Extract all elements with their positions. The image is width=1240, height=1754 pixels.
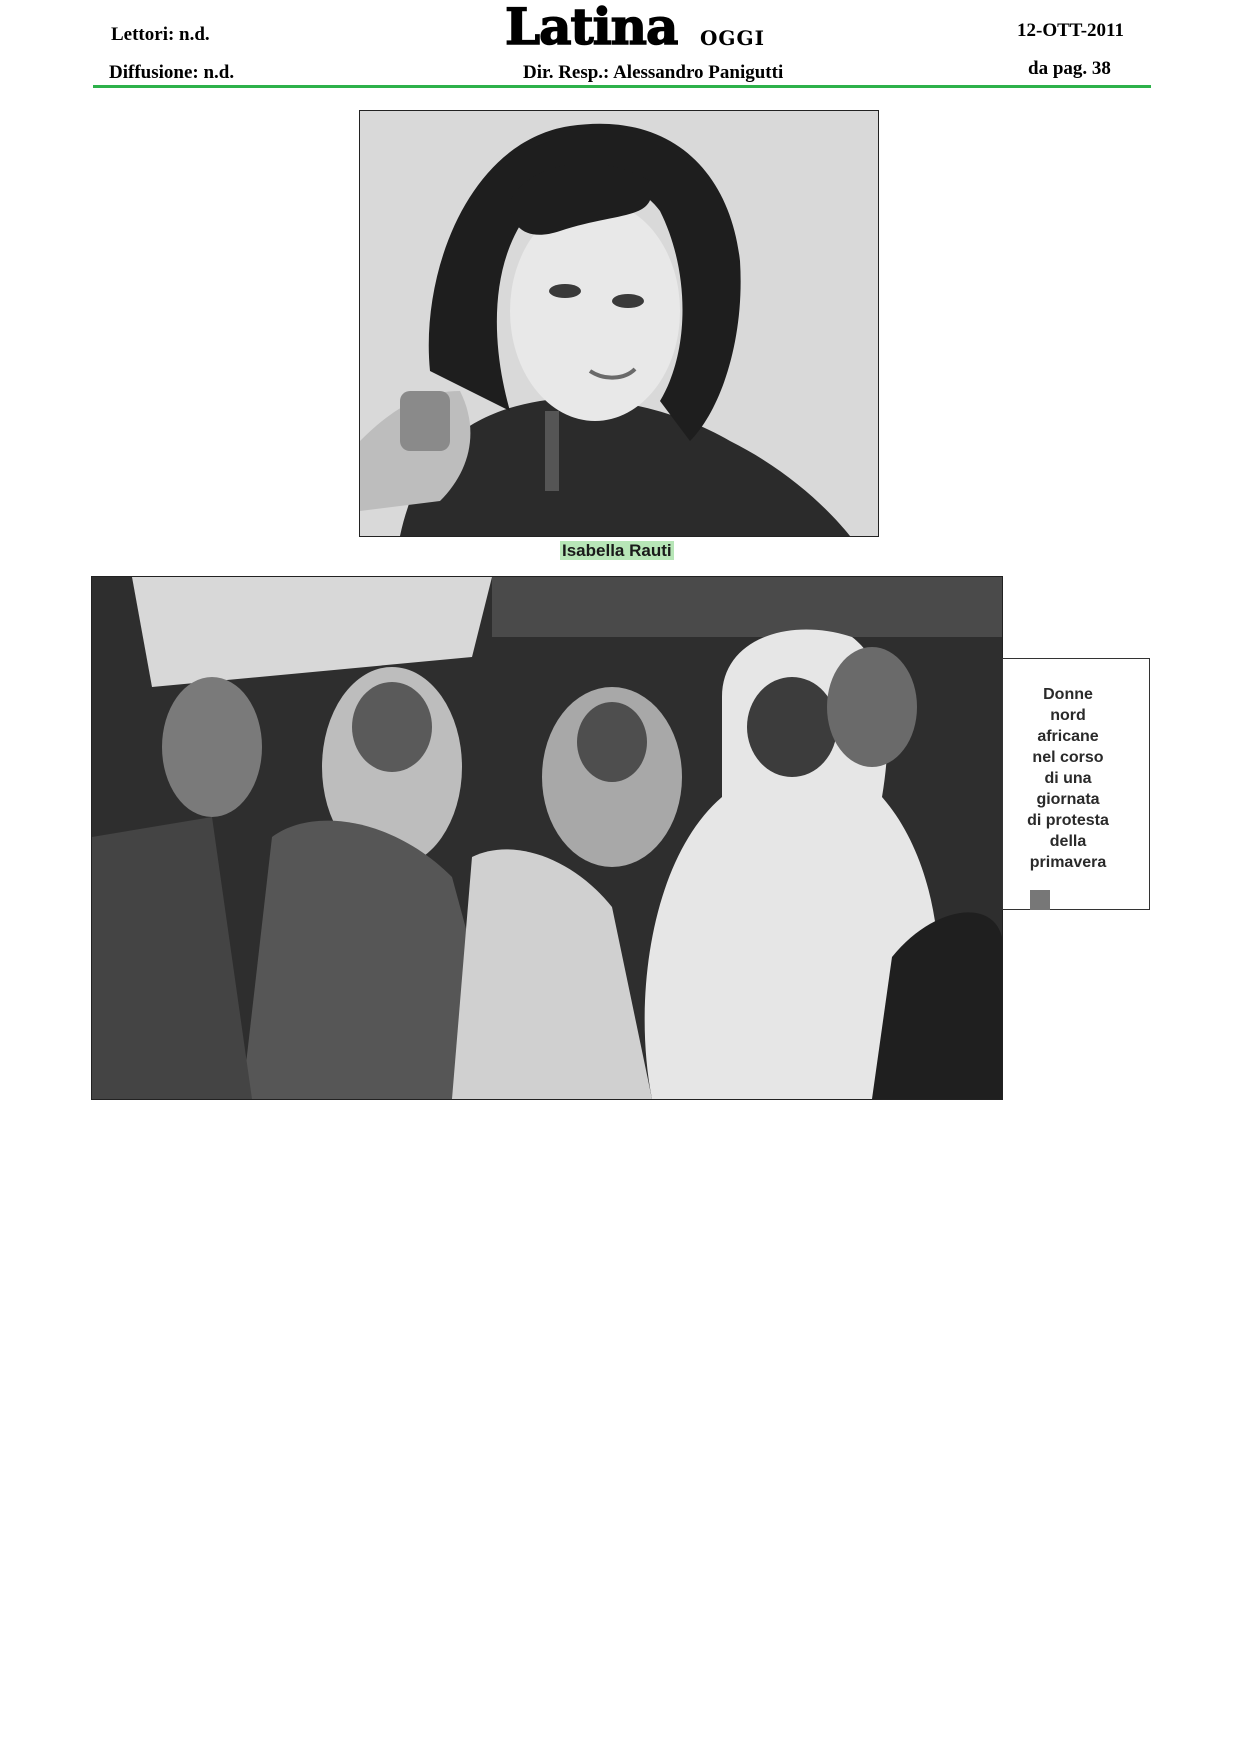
masthead-sub: OGGI [700, 26, 765, 50]
protest-photo [91, 576, 1003, 1100]
issue-date: 12-OTT-2011 [1017, 20, 1124, 41]
portrait-photo [359, 110, 879, 537]
page-number: da pag. 38 [1028, 58, 1111, 79]
header-rule [93, 85, 1151, 88]
diffusione-label: Diffusione: n.d. [109, 62, 235, 83]
lettori-label: Lettori: n.d. [111, 24, 210, 45]
caption-marker [1030, 890, 1050, 910]
protest-caption: Donne nord africane nel corso di una giornata di protesta della primavera [1027, 686, 1109, 871]
masthead-logo: Latina [505, 0, 678, 56]
portrait-caption: Isabella Rauti [562, 541, 672, 560]
direttore-label: Dir. Resp.: Alessandro Panigutti [523, 62, 784, 83]
